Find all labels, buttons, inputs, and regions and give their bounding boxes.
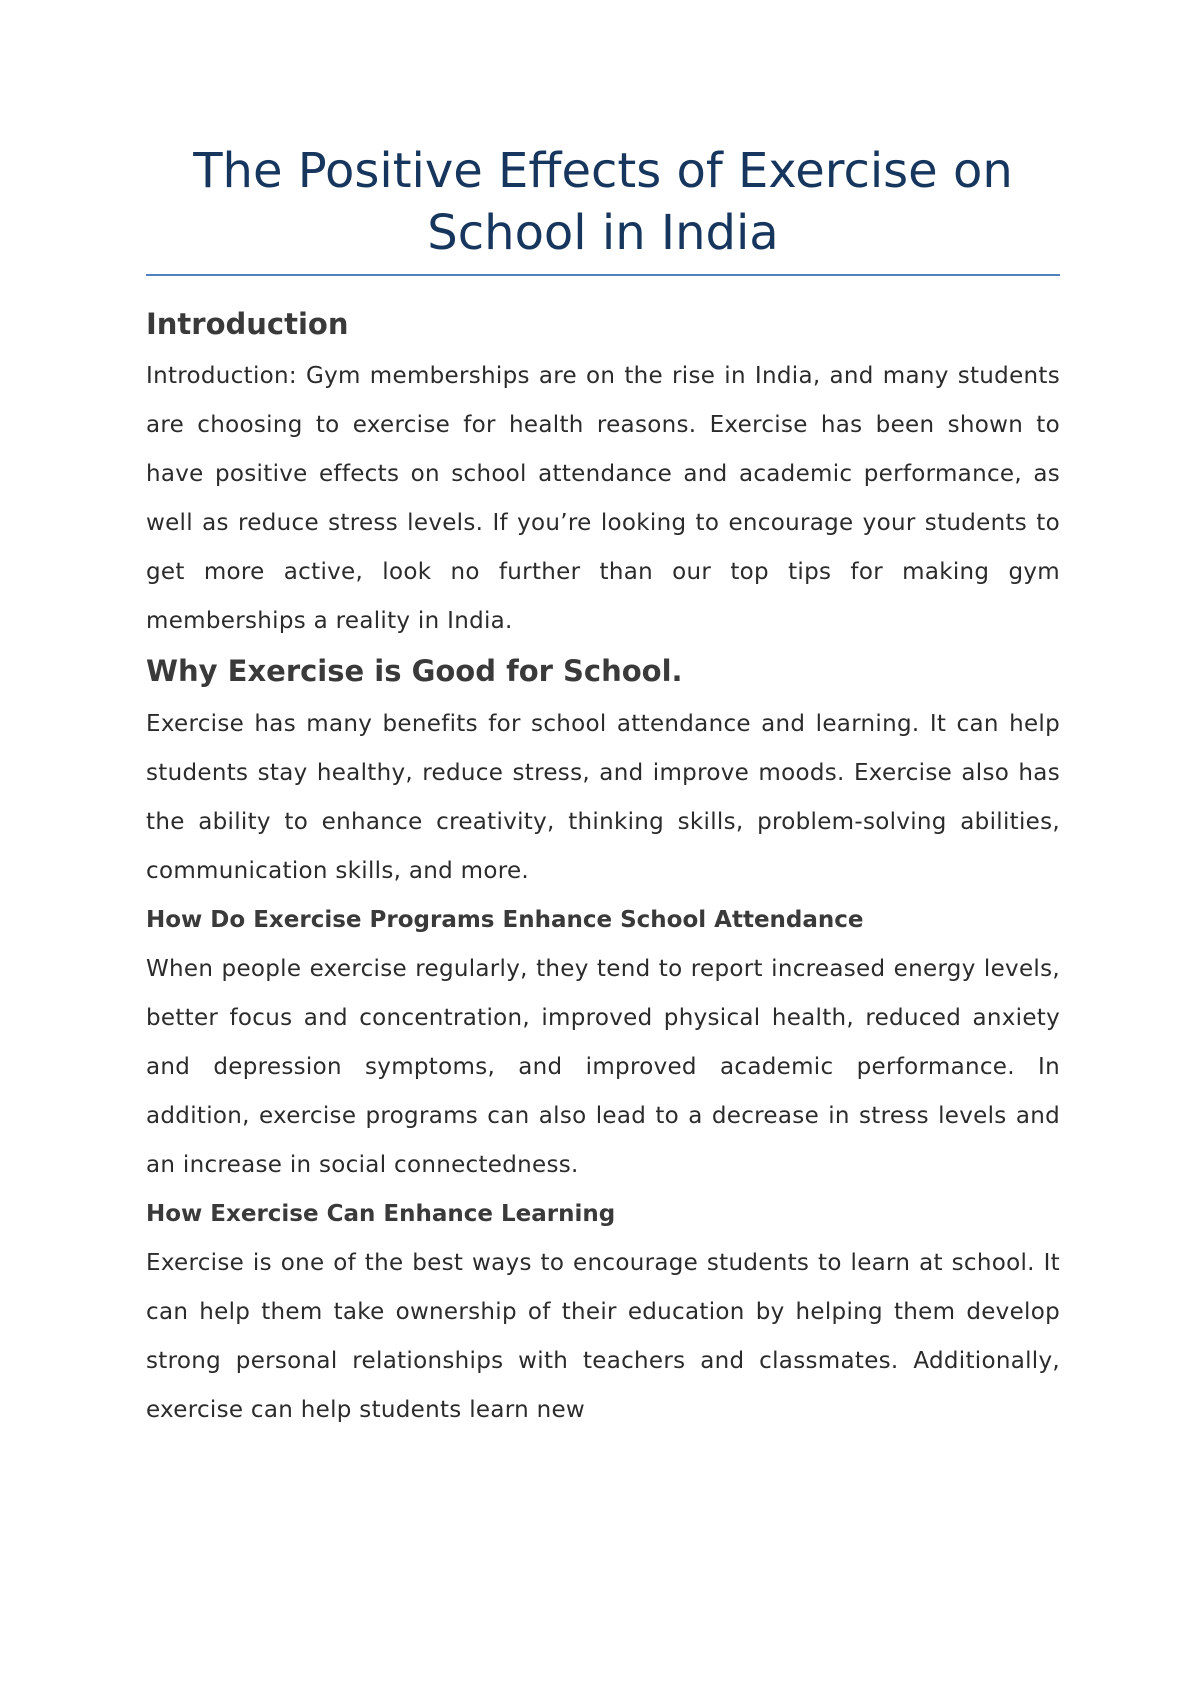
section-body-attendance: When people exercise regularly, they tend to report increased energy levels, better focus and concentration, improved physical health, reduced anxiety and depression symptoms, and improved academic performance. In addition, exercise programs can also lead to a decrease in stress levels and an increase in social connectedness. — [146, 956, 1060, 1178]
document-page — [146, 140, 1060, 1435]
section-heading-attendance: How Do Exercise Programs Enhance School Attendance — [146, 907, 864, 933]
section-heading-learning: How Exercise Can Enhance Learning — [146, 1201, 616, 1227]
section-heading-introduction: Introduction — [146, 307, 349, 341]
section-body-learning: Exercise is one of the best ways to encourage students to learn at school. It can help them take ownership of their education by helping them develop strong personal relationships with teachers and classmates. Additionally, exercise can help students learn new — [146, 1250, 1060, 1423]
section-body-why-exercise: Exercise has many benefits for school attendance and learning. It can help students stay healthy, reduce stress, and improve moods. Exercise also has the ability to enhance creativity, thinking skills, problem-solving abilities, communication skills, and more. — [146, 711, 1060, 884]
section-body-introduction: Introduction: Gym memberships are on the rise in India, and many students are choosing to exercise for health reasons. Exercise has been shown to have positive effects on school attendance and academic performance, as well as reduce stress levels. If you’re looking to encourage your students to get more active, look no further than our top tips for making gym memberships a reality in India. — [146, 363, 1060, 634]
section-heading-why-exercise: Why Exercise is Good for School. — [146, 654, 683, 688]
document-title: The Positive Effects of Exercise on School in India — [146, 140, 1060, 276]
